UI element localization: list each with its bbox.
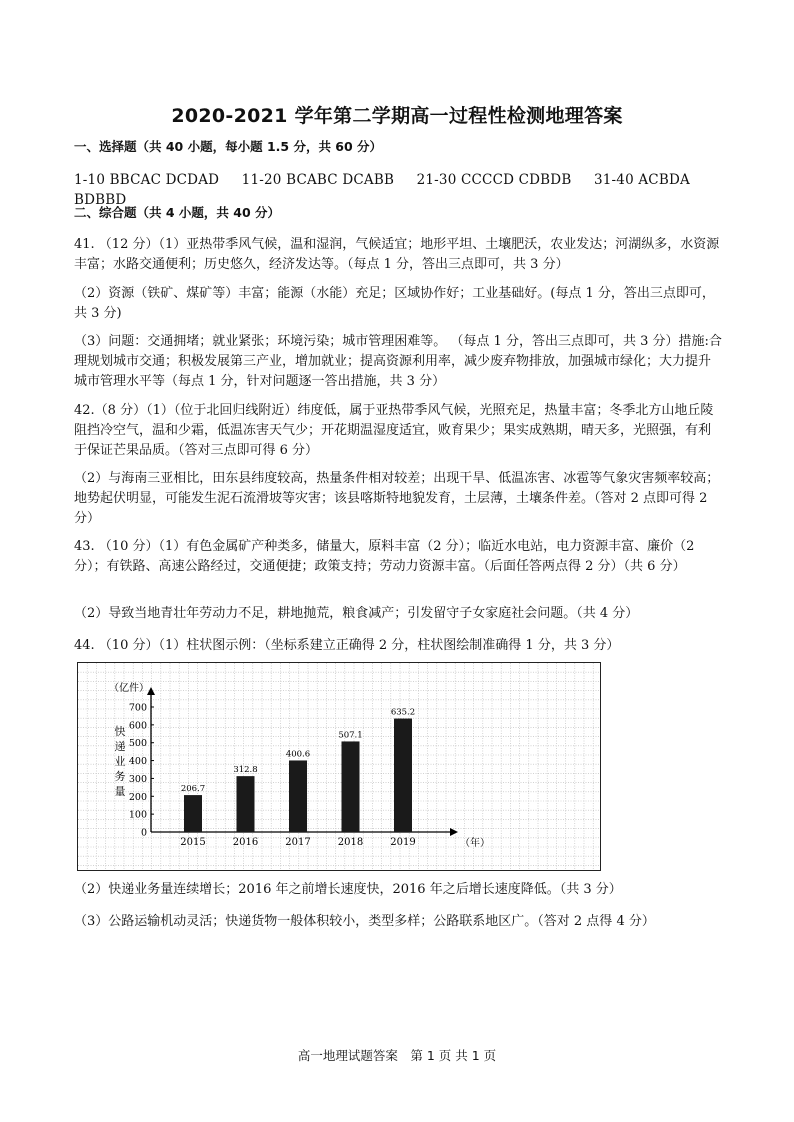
q41-part3: （3）问题：交通拥堵；就业紧张；环境污染；城市管理困难等。 （每点 1 分，答出三点即可，共 3 分）措施:合理规划城市交通；积极发展第三产业，增加就业；提高资源利用率，减少废弃物排放，加强城市绿化；大力提升城市管理水平等（每点 1 分，针对问题逐一答出措施，共 3 分） [74,334,722,389]
bar-value-label: 312.8 [233,765,258,776]
q41-part1: 41. （12 分）（1）亚热带季风气候，温和湿润，气候适宜；地形平坦、土壤肥沃，农业发达；河湖纵多，水资源丰富；水路交通便利；历史悠久，经济发达等。（每点 1 分，答出三点即可，共 3 分） [74,237,720,272]
y-axis-label-char: 业 [114,755,126,768]
page-title: 2020-2021 学年第二学期高一过程性检测地理答案 [171,105,623,127]
y-axis-label-char: 量 [114,785,126,798]
answer-group: 21-30 CCCCD CDBDB [416,172,572,188]
x-tick-label: 2017 [285,837,311,848]
bar-value-label: 507.1 [338,730,363,741]
section2-heading: 二、综合题（共 4 小题，共 40 分） [74,205,281,220]
x-tick-label: 2018 [337,837,364,848]
y-tick-label: 100 [128,809,147,821]
q43-part2: （2）导致当地青壮年劳动力不足，耕地抛荒，粮食减产；引发留守子女家庭社会问题。（共 4 分） [74,606,639,621]
bar-value-label: 206.7 [180,784,206,795]
x-tick-label: 2016 [232,837,259,848]
y-tick-label: 600 [128,720,147,732]
q42-part2: （2）与海南三亚相比，田东县纬度较高，热量条件相对较差；出现干旱、低温冻害、冰雹等气象灾害频率较高；地势起伏明显，可能发生泥石流滑坡等灾害；该县喀斯特地貌发育，土层薄，土壤条件差。（答对 2 点即可得 2 分） [74,471,720,526]
answer-group: 31-40 ACBDA BDBBD [74,172,690,208]
y-axis-unit: （亿件） [109,683,149,694]
q44-part3: （3）公路运输机动灵活；快递货物一般体积较小，类型多样；公路联系地区广。（答对 2 点得 4 分） [74,914,655,929]
y-tick-label: 200 [128,791,147,803]
bar-2019 [394,719,412,832]
bar-2016 [237,776,255,832]
y-tick-label: 300 [128,773,147,785]
page-footer: 高一地理试题答案 第 1 页 共 1 页 [297,1048,497,1063]
q42-part1: 42.（8 分）（1）（位于北回归线附近）纬度低，属于亚热带季风气候，光照充足，热量丰富；冬季北方山地丘陵阻挡冷空气，温和少霜，低温冻害天气少；开花期温湿度适宜，败育果少；果实成熟期，晴天多，光照强，有利于保证芒果品质。（答对三点即可得 6 分） [74,403,714,458]
q44-part2: （2）快递业务量连续增长；2016 年之前增长速度快，2016 年之后增长速度降低。（共 3 分） [74,882,622,897]
y-axis-label-char: 递 [114,740,126,753]
express-volume-bar-chart [78,663,600,870]
q44-part1: 44. （10 分）（1）柱状图示例：（坐标系建立正确得 2 分，柱状图绘制准确得 1 分，共 3 分） [74,638,620,653]
bar-chart-frame [77,662,601,871]
x-axis-arrow [450,828,458,836]
y-tick-label: 700 [128,702,147,714]
y-tick-label: 500 [128,738,147,750]
y-tick-label: 0 [140,827,147,839]
answer-group: 11-20 BCABC DCABB [241,172,395,188]
q43-part1: 43. （10 分）（1）有色金属矿产种类多，储量大，原料丰富（2 分）；临近水电站，电力资源丰富、廉价（2 分）；有铁路、高速公路经过，交通便捷；政策支持；劳动力资源丰富。（后面任答两点得 2 分）（共 6 分） [74,539,695,574]
bar-2017 [289,760,307,832]
bar-2015 [184,795,202,832]
bar-value-label: 635.2 [390,707,416,718]
x-tick-label: 2015 [180,837,206,848]
y-tick-label: 400 [128,756,147,768]
bar-2018 [342,741,360,832]
q41-part2: （2）资源（铁矿、煤矿等）丰富；能源（水能）充足；区域协作好；工业基础好。(每点 1 分，答出三点即可，共 3 分) [74,286,715,321]
answer-group: 1-10 BBCAC DCDAD [74,172,220,188]
x-tick-label: 2019 [390,837,416,848]
section1-heading: 一、选择题（共 40 小题，每小题 1.5 分，共 60 分） [74,139,383,154]
x-axis-unit: （年） [460,838,490,849]
bar-value-label: 400.6 [285,749,311,760]
y-axis-label-char: 务 [114,770,126,783]
y-axis-label-char: 快 [114,725,126,738]
